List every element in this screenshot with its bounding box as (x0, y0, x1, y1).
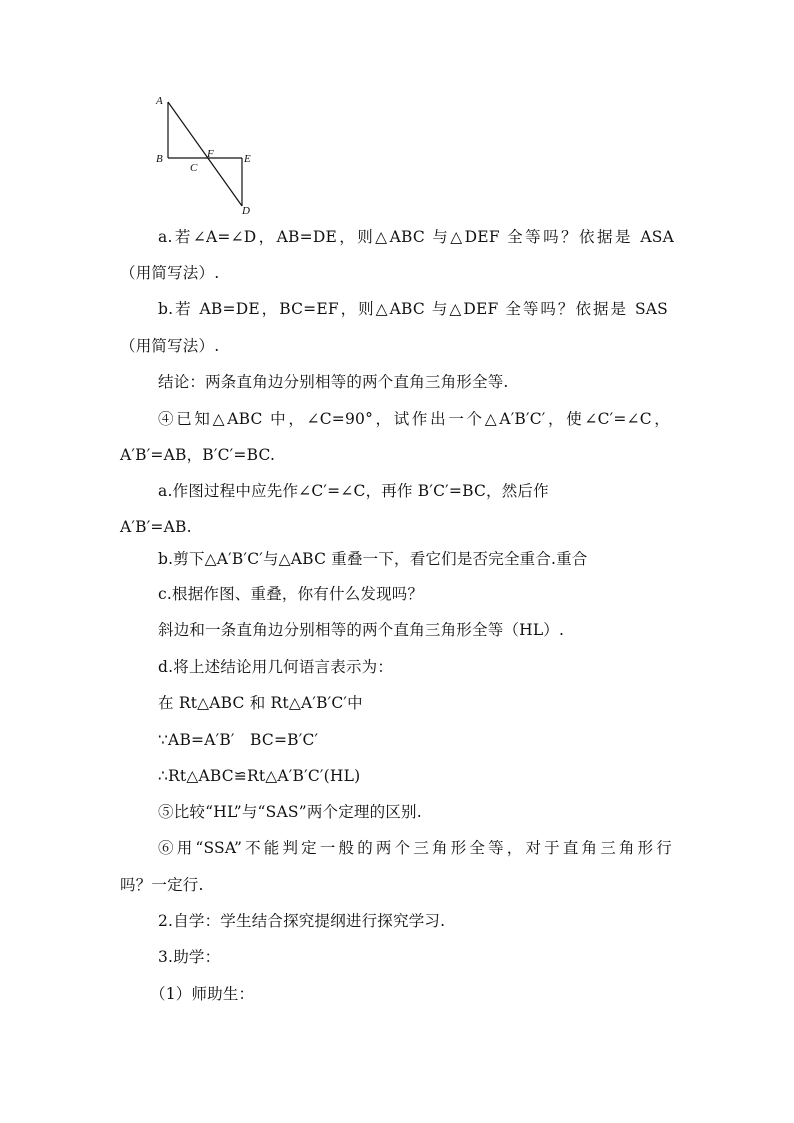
label-a: A (156, 95, 163, 107)
label-e: E (244, 153, 251, 165)
text-line-16: ∴Rt△ABC≌Rt△A′B′C′(HL) (158, 767, 361, 785)
text-line-1: a.若∠A=∠D，AB=DE，则△ABC 与△DEF 全等吗？依据是 ASA (158, 228, 674, 246)
text-line-18: ⑥用“SSA”不能判定一般的两个三角形全等，对于直角三角形行 (158, 839, 672, 857)
text-line-17: ⑤比较“HL”与“SAS”两个定理的区别. (158, 803, 422, 821)
text-line-5: 结论：两条直角边分别相等的两个直角三角形全等. (158, 373, 509, 391)
text-line-9: A′B′=AB. (120, 518, 192, 536)
triangle-diagram (148, 90, 264, 218)
text-line-10: b.剪下△A′B′C′与△ABC 重叠一下，看它们是否完全重合.重合 (158, 550, 588, 568)
text-line-14: 在 Rt△ABC 和 Rt△A′B′C′中 (158, 694, 363, 712)
label-f: F (207, 148, 214, 160)
segment-ad (168, 102, 242, 206)
label-c: C (190, 162, 198, 174)
text-line-8: a.作图过程中应先作∠C′=∠C，再作 B′C′=BC，然后作 (158, 482, 549, 500)
text-line-4: （用简写法）. (120, 337, 220, 355)
label-d: D (242, 205, 250, 217)
text-line-19: 吗？一定行. (120, 876, 204, 894)
text-line-22: （1）师助生： (150, 985, 255, 1003)
text-line-11: c.根据作图、重叠，你有什么发现吗？ (158, 585, 424, 603)
text-line-7: A′B′=AB，B′C′=BC. (120, 446, 276, 464)
text-line-13: d.将上述结论用几何语言表示为： (158, 658, 394, 676)
text-line-21: 3.助学： (158, 948, 221, 966)
text-line-15: ∵AB=A′B′ BC=B′C′ (158, 731, 319, 749)
text-line-20: 2.自学：学生结合探究提纲进行探究学习. (158, 912, 446, 930)
text-line-3: b.若 AB=DE，BC=EF，则△ABC 与△DEF 全等吗？依据是 SAS (158, 300, 668, 318)
label-b: B (156, 153, 163, 165)
triangle-figure (148, 90, 264, 218)
text-line-6: ④已知△ABC 中，∠C=90°，试作出一个△A′B′C′，使∠C′=∠C， (158, 410, 670, 428)
text-line-2: （用简写法）. (120, 264, 220, 282)
text-line-12: 斜边和一条直角边分别相等的两个直角三角形全等（HL）. (158, 621, 565, 639)
